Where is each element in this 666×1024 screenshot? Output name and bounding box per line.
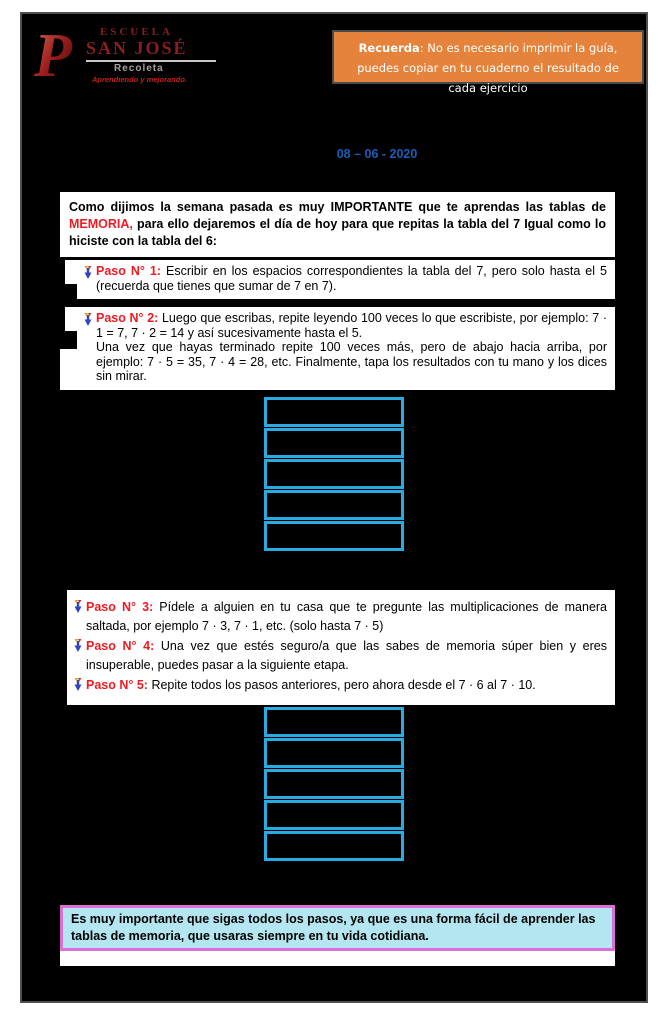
practice-table-1 (264, 397, 404, 552)
step-2-paragraph-2: Una vez que hayas terminado repite 100 veces más, pero de abajo hacia arriba, por ejemplo: 7 · 5 = 35, 7 · 4 = 28, etc. Finalmente, tapa los resultados con tu mano y los dices sin mirar. (96, 340, 607, 383)
intro-paragraph (60, 192, 615, 257)
step-4 (71, 637, 607, 676)
step-2-label: Paso N° 2: (96, 311, 159, 325)
answer-cell (264, 831, 404, 861)
answer-cell (264, 459, 404, 489)
logo-text-block (86, 20, 216, 94)
step-2-body: Luego que escribas, repite leyendo 100 veces lo que escribiste, por ejemplo: 7 · 1 = 7, 7 · 2 = 14 y así sucesivamente hasta el 5. (96, 311, 607, 340)
step-2 (81, 311, 607, 384)
intro-highlight: MEMORIA, (69, 217, 133, 232)
step-5-label: Paso N° 5: (86, 677, 148, 692)
step-2-box (77, 307, 615, 390)
answer-cell (264, 428, 404, 458)
logo-subtitle: Recoleta (114, 63, 164, 74)
step-5 (71, 676, 607, 697)
logo-tagline: Aprendiendo y mejorando. (92, 75, 188, 84)
dart-bullet-icon (81, 311, 96, 384)
logo-school-line2: SAN JOSÉ (86, 38, 188, 58)
logo-divider (86, 60, 216, 62)
step-4-label: Paso N° 4: (86, 638, 155, 653)
school-logo (32, 20, 242, 94)
step-1-text (96, 264, 607, 293)
footer-note-text: Es muy importante que sigas todos los pasos, ya que es una forma fácil de aprender las tablas de memoria, que usaras siempre en tu vida cotidiana. (71, 912, 596, 943)
step-1 (81, 264, 607, 293)
step-3-label: Paso N° 3: (86, 600, 154, 614)
step-1-box (77, 260, 615, 299)
step-2-paragraph-1 (96, 311, 607, 340)
step-2-text (96, 311, 607, 384)
answer-cell (264, 521, 404, 551)
answer-cell (264, 769, 404, 799)
step-1-label: Paso N° 1: (96, 264, 162, 278)
answer-cell (264, 490, 404, 520)
step-4-body: Una vez que estés seguro/a que las sabes de memoria súper bien y eres insuperable, puedes pasar a la siguiente etapa. (86, 638, 607, 673)
step-5-body: Repite todos los pasos anteriores, pero ahora desde el 7 · 6 al 7 · 10. (147, 677, 536, 692)
answer-cell (264, 738, 404, 768)
page-frame (20, 12, 648, 1003)
reminder-label: Recuerda (358, 41, 420, 55)
logo-school-line1: ESCUELA (100, 26, 173, 38)
box-edge-tab (60, 349, 77, 390)
step-5-text (86, 676, 607, 697)
dart-bullet-icon (71, 637, 86, 676)
school-logo-emblem-icon (32, 20, 86, 90)
intro-text-1: Como dijimos la semana pasada es muy IMPORTANTE que te aprendas las tablas de (69, 200, 606, 214)
reminder-text: : No es necesario imprimir la guía, puedes copiar en tu cuaderno el resultado de cada ejercicio (357, 41, 619, 95)
step-4-text (86, 637, 607, 676)
practice-table-2 (264, 707, 404, 862)
dart-bullet-icon (71, 676, 86, 697)
step-1-body: Escribir en los espacios correspondientes la tabla del 7, pero solo hasta el 5 (recuerda que tienes que sumar de 7 en 7). (96, 264, 607, 293)
steps-3-4-5-box (67, 590, 615, 705)
reminder-banner (332, 30, 644, 95)
date: 08 – 06 - 2020 (336, 147, 418, 161)
step-3-body: Pídele a alguien en tu casa que te pregunte las multiplicaciones de manera saltada, por ejemplo 7 · 3, 7 · 1, etc. (solo hasta 7 · 5) (86, 600, 608, 634)
box-edge-tab (65, 307, 78, 331)
footer-note (60, 905, 615, 951)
step-3 (71, 598, 607, 637)
step-3-text (86, 598, 607, 637)
intro-text-2: para ello dejaremos el día de hoy para que repitas la tabla del 7 Igual como lo hiciste con la tabla del 6: (69, 217, 606, 249)
answer-cell (264, 397, 404, 427)
logo-letter: P (34, 22, 72, 90)
answer-cell (264, 707, 404, 737)
answer-cell (264, 800, 404, 830)
box-edge-tab (65, 260, 78, 284)
footer-note-wrap (60, 905, 615, 966)
dart-bullet-icon (81, 264, 96, 293)
dart-bullet-icon (71, 598, 86, 637)
